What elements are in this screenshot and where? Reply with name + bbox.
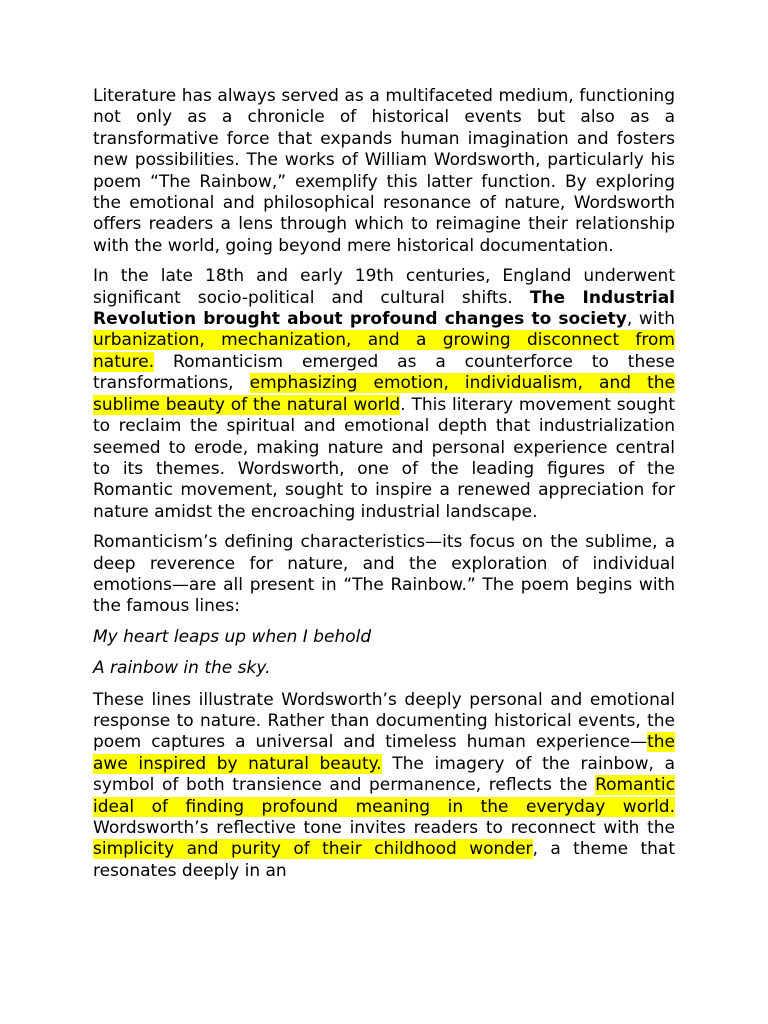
text-run: A rainbow in the sky. bbox=[93, 658, 271, 679]
text-run: In the late 18th and early 19th centuries, England underwent significant socio-political and cultural shifts. bbox=[93, 266, 675, 308]
highlighted-text-run: Romantic ideal of finding profound meaning in the everyday world. bbox=[93, 775, 675, 817]
bold-text-run: The Industrial Revolution brought about profound changes to society bbox=[93, 287, 676, 330]
text-run: My heart leaps up when I behold bbox=[93, 626, 372, 647]
text-run: The imagery of the rainbow, a symbol of both transience and permanence, reflects the bbox=[93, 753, 675, 796]
paragraph-romanticism bbox=[93, 532, 675, 618]
text-run: , a theme that resonates deeply in an bbox=[93, 839, 675, 881]
paragraph-historical-context bbox=[93, 266, 675, 523]
text-run: Romanticism’s defining characteristics—its focus on the sublime, a deep reverence for nature, and the exploration of individual emotions—are all present in “The Rainbow.” The poem begins with the famous lines: bbox=[93, 532, 675, 617]
highlighted-text-run: urbanization, mechanization, and a growing disconnect from nature. bbox=[93, 330, 675, 372]
text-run: These lines illustrate Wordsworth’s deeply personal and emotional response to nature. Rather than documenting historical events, the poem captures a universal and timeless human experience— bbox=[93, 689, 675, 753]
document-page bbox=[93, 86, 675, 891]
paragraph-intro bbox=[93, 86, 675, 257]
poem-line-2 bbox=[93, 658, 675, 679]
text-run: , with bbox=[626, 309, 676, 330]
text-run: Wordsworth’s reflective tone invites readers to reconnect with the bbox=[93, 818, 675, 838]
text-run: Romanticism emerged as a counterforce to these transformations, bbox=[93, 351, 675, 394]
text-run: Literature has always served as a multifaceted medium, functioning not only as a chronicle of historical events but also as a transformative force that expands human imagination and fosters new possibilities. The works of William Wordsworth, particularly his poem “The Rainbow,” exemplify this latter function. By exploring the emotional and philosophical resonance of nature, Wordsworth offers readers a lens through which to reimagine their relationship with the world, going beyond mere historical documentation. bbox=[93, 86, 675, 256]
highlighted-text-run: the awe inspired by natural beauty. bbox=[93, 732, 675, 774]
poem-line-1 bbox=[93, 627, 675, 648]
highlighted-text-run: simplicity and purity of their childhood wonder bbox=[93, 839, 533, 860]
text-run: . This literary movement sought to reclaim the spiritual and emotional depth that industrialization seemed to erode, making nature and personal experience central to its themes. Wordsworth, one of the leading figures of the Romantic movement, sought to inspire a renewed appreciation for nature amidst the encroaching industrial landscape. bbox=[93, 394, 675, 522]
paragraph-analysis bbox=[93, 690, 675, 883]
highlighted-text-run: emphasizing emotion, individualism, and the sublime beauty of the natural world bbox=[93, 373, 675, 415]
